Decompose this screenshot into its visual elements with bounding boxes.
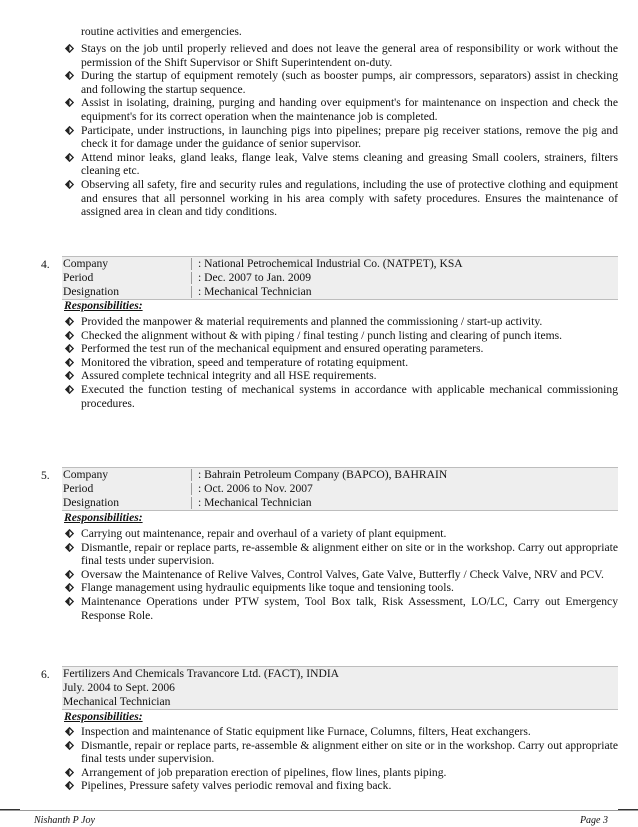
list-item-text: Assist in isolating, draining, purging and handing over equipment's for maintenance on inspection and check the equipment's for its correct operation when the maintenance job is completed. <box>81 96 618 123</box>
designation-label: Designation <box>63 285 120 298</box>
list-item <box>62 315 618 329</box>
company-value: : National Petrochemical Industrial Co. (NATPET), KSA <box>198 257 463 270</box>
diamond-arrow-bullet-icon <box>64 316 75 327</box>
diamond-arrow-bullet-icon <box>64 343 75 354</box>
list-item <box>62 541 618 568</box>
list-item <box>62 42 618 69</box>
responsibilities-list <box>62 315 618 410</box>
company-label: Company <box>63 468 109 481</box>
diamond-arrow-bullet-icon <box>64 726 75 737</box>
diamond-arrow-bullet-icon <box>64 97 75 108</box>
responsibilities-heading: Responsibilities: <box>64 511 143 524</box>
list-item-text: Maintenance Operations under PTW system, Tool Box talk, Risk Assessment, LO/LC, Carry out Emergency Response Role. <box>81 594 618 622</box>
list-item <box>62 581 618 595</box>
list-item <box>62 779 618 793</box>
list-item <box>62 329 618 343</box>
diamond-arrow-bullet-icon <box>64 370 75 381</box>
footer-rule-mark <box>0 809 20 810</box>
job-number: 5. <box>41 469 50 482</box>
list-item-text: Monitored the vibration, speed and temperature of rotating equipment. <box>81 355 409 369</box>
period-label: Period <box>63 482 94 495</box>
list-item-text: Performed the test run of the mechanical equipment and ensured operating parameters. <box>81 342 484 356</box>
footer-author: Nishanth P Joy <box>34 815 95 826</box>
job-details-box <box>62 256 618 300</box>
list-item <box>62 69 618 96</box>
diamond-arrow-bullet-icon <box>64 780 75 791</box>
diamond-arrow-bullet-icon <box>64 596 75 607</box>
company-label: Company <box>63 257 109 270</box>
diamond-arrow-bullet-icon <box>64 152 75 163</box>
list-item <box>62 527 618 541</box>
list-item <box>62 151 618 178</box>
diamond-arrow-bullet-icon <box>64 542 75 553</box>
job-details-box <box>62 467 618 511</box>
designation-value: : Mechanical Technician <box>198 285 312 298</box>
period-value: : Dec. 2007 to Jan. 2009 <box>198 271 312 284</box>
job-details-box <box>62 666 618 710</box>
list-item-text: Dismantle, repair or replace parts, re-assemble & alignment either on site or in the workshop. Carry out appropriate final tests under supervision. <box>81 738 618 766</box>
duties-list <box>62 42 618 219</box>
designation-value: : Mechanical Technician <box>198 496 312 509</box>
list-item <box>62 369 618 383</box>
list-item-text: Attend minor leaks, gland leaks, flange leak, Valve stems cleaning and greasing Small coolers, strainers, filters cleaning etc. <box>81 150 618 178</box>
list-item <box>62 342 618 356</box>
list-item-text: Executed the function testing of mechanical systems in accordance with applicable mechanical commissioning procedures. <box>81 382 618 410</box>
diamond-arrow-bullet-icon <box>64 528 75 539</box>
diamond-arrow-bullet-icon <box>64 357 75 368</box>
period-value: July. 2004 to Sept. 2006 <box>63 681 175 694</box>
diamond-arrow-bullet-icon <box>64 384 75 395</box>
company-value: : Bahrain Petroleum Company (BAPCO), BAHRAIN <box>198 468 448 481</box>
list-item-text: Stays on the job until properly relieved and does not leave the general area of responsibility or work without the permission of the Shift Supervisor or Shift Superintendent on-duty. <box>81 42 618 69</box>
diamond-arrow-bullet-icon <box>64 569 75 580</box>
diamond-arrow-bullet-icon <box>64 70 75 81</box>
list-item <box>62 725 618 739</box>
responsibilities-heading: Responsibilities: <box>64 710 143 723</box>
list-item-text: Pipelines, Pressure safety valves periodic removal and fixing back. <box>81 779 392 793</box>
company-value: Fertilizers And Chemicals Travancore Ltd. (FACT), INDIA <box>63 667 340 680</box>
list-item <box>62 766 618 780</box>
designation-label: Designation <box>63 496 120 509</box>
list-item-text: Inspection and maintenance of Static equipment like Furnace, Columns, filters, Heat exchangers. <box>81 725 531 738</box>
diamond-arrow-bullet-icon <box>64 179 75 190</box>
list-item-text: Carrying out maintenance, repair and overhaul of a variety of plant equipment. <box>81 527 447 540</box>
list-item <box>62 739 618 766</box>
list-item <box>62 178 618 219</box>
job-number: 4. <box>41 258 50 271</box>
list-item-text: Participate, under instructions, in launching pigs into pipelines; prepare pig receiver stations, remove the pig and check it for damage under the guidance of senior supervisor. <box>81 123 618 151</box>
footer-rule-mark <box>618 809 638 810</box>
list-item <box>62 595 618 622</box>
list-item <box>62 96 618 123</box>
list-item <box>62 124 618 151</box>
intro-line: routine activities and emergencies. <box>81 25 242 38</box>
diamond-arrow-bullet-icon <box>64 330 75 341</box>
list-item-text: During the startup of equipment remotely (such as booster pumps, air compressors, separators) assist in checking and following the startup sequence. <box>81 69 618 96</box>
list-item-text: Flange management using hydraulic equipments like toque and tensioning tools. <box>81 581 454 595</box>
diamond-arrow-bullet-icon <box>64 582 75 593</box>
list-item-text: Dismantle, repair or replace parts, re-assemble & alignment either on site or in the workshop. Carry out appropriate final tests under supervision. <box>81 540 618 568</box>
list-item-text: Provided the manpower & material requirements and planned the commissioning / start-up activity. <box>81 315 543 328</box>
diamond-arrow-bullet-icon <box>64 125 75 136</box>
responsibilities-list <box>62 725 618 793</box>
responsibilities-heading: Responsibilities: <box>64 299 143 312</box>
diamond-arrow-bullet-icon <box>64 767 75 778</box>
list-item-text: Assured complete technical integrity and all HSE requirements. <box>81 369 377 383</box>
list-item-text: Checked the alignment without & with piping / final testing / punch listing and clearing of punch items. <box>81 328 563 342</box>
list-item <box>62 383 618 410</box>
period-value: : Oct. 2006 to Nov. 2007 <box>198 482 313 495</box>
responsibilities-list <box>62 527 618 622</box>
page-footer <box>0 810 638 827</box>
period-label: Period <box>63 271 94 284</box>
footer-page-number: Page 3 <box>579 815 608 826</box>
list-item <box>62 568 618 582</box>
diamond-arrow-bullet-icon <box>64 43 75 54</box>
list-item-text: Arrangement of job preparation erection of pipelines, flow lines, plants piping. <box>81 765 447 779</box>
job-number: 6. <box>41 668 50 681</box>
diamond-arrow-bullet-icon <box>64 740 75 751</box>
list-item-text: Observing all safety, fire and security rules and regulations, including the use of protective clothing and equipment and ensures that all personnel working in his area comply with safety procedures. Ensures the maintenance of assigned area in clean and tidy conditions. <box>81 177 618 219</box>
designation-value: Mechanical Technician <box>63 695 171 708</box>
list-item-text: Oversaw the Maintenance of Relive Valves, Control Valves, Gate Valve, Butterfly / Check Valve, NRV and PCV. <box>81 567 604 581</box>
list-item <box>62 356 618 370</box>
